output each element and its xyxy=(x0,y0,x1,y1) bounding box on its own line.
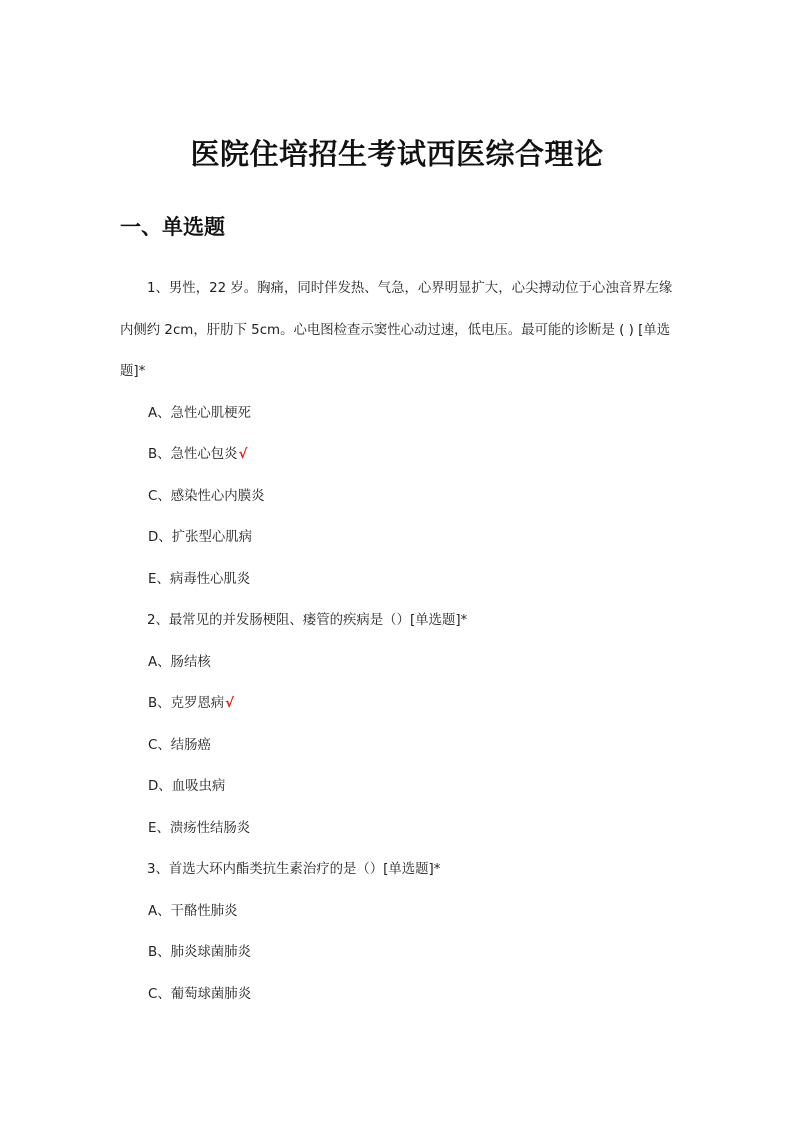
option-text: C、感染性心内膜炎 xyxy=(148,488,265,504)
option-d[interactable] xyxy=(120,766,676,808)
question-3 xyxy=(120,849,676,1015)
question-2 xyxy=(120,600,676,849)
option-text: A、肠结核 xyxy=(148,654,211,670)
option-text: B、肺炎球菌肺炎 xyxy=(148,945,251,960)
option-c[interactable] xyxy=(120,725,676,767)
option-text: C、结肠癌 xyxy=(148,737,211,753)
option-c[interactable] xyxy=(120,476,676,518)
option-text: D、血吸虫病 xyxy=(148,779,226,794)
document-title: 医院住培招生考试西医综合理论 xyxy=(190,137,604,171)
question-list xyxy=(120,268,676,1015)
section-heading: 一、单选题 xyxy=(120,215,225,239)
option-b[interactable] xyxy=(120,434,676,476)
question-1 xyxy=(120,268,676,600)
option-e[interactable] xyxy=(120,808,676,850)
option-text: A、干酪性肺炎 xyxy=(148,903,238,919)
option-text: C、葡萄球菌肺炎 xyxy=(148,986,252,1002)
option-a[interactable] xyxy=(120,642,676,684)
question-stem: 1、男性，22 岁。胸痛，同时伴发热、气急，心界明显扩大，心尖搏动位于心浊音界左缘内侧约 2cm，肝肋下 5cm。心电图检查示窦性心动过速，低电压。最可能的诊断是 ( ) [单选题]* xyxy=(120,281,673,379)
option-c[interactable] xyxy=(120,974,676,1016)
option-text: B、克罗恩病 xyxy=(148,696,225,711)
option-a[interactable] xyxy=(120,393,676,435)
option-a[interactable] xyxy=(120,891,676,933)
option-e[interactable] xyxy=(120,559,676,601)
option-b[interactable] xyxy=(120,683,676,725)
correct-check-icon: √ xyxy=(238,447,248,462)
option-text: A、急性心肌梗死 xyxy=(148,405,251,421)
option-b[interactable] xyxy=(120,932,676,974)
correct-check-icon: √ xyxy=(225,696,235,711)
option-text: E、溃疡性结肠炎 xyxy=(148,820,251,836)
question-stem: 2、最常见的并发肠梗阻、瘘管的疾病是（）[单选题]* xyxy=(147,613,468,628)
option-text: D、扩张型心肌病 xyxy=(148,530,253,545)
question-stem: 3、首选大环内酯类抗生素治疗的是（）[单选题]* xyxy=(147,862,441,877)
option-text: B、急性心包炎 xyxy=(148,447,238,462)
option-d[interactable] xyxy=(120,517,676,559)
option-text: E、病毒性心肌炎 xyxy=(148,571,251,587)
